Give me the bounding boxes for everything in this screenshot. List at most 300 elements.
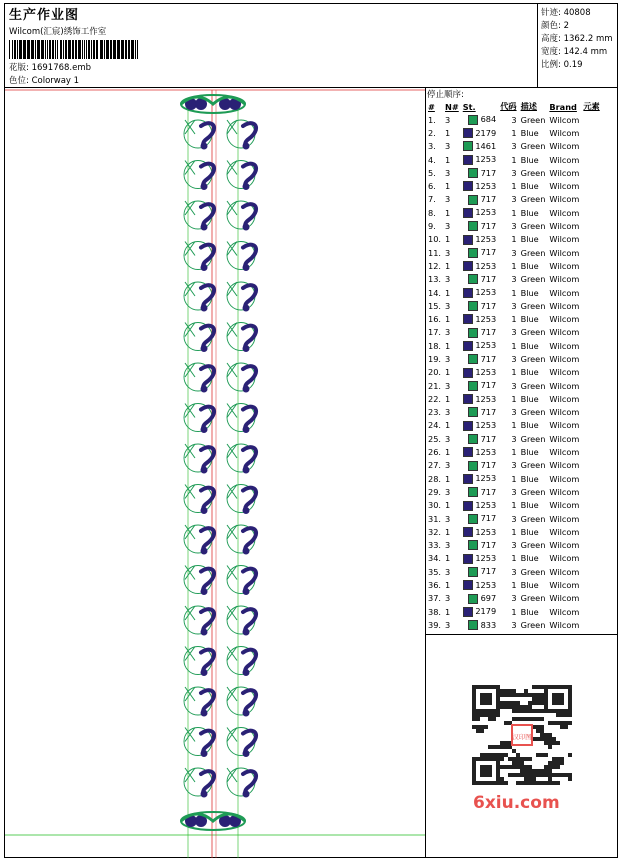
row-index: 6. xyxy=(428,181,436,192)
stitch-count: 1253 xyxy=(461,472,498,485)
brand: Wilcom xyxy=(549,247,580,258)
element xyxy=(581,352,601,365)
stitch-count: 717 xyxy=(461,406,498,419)
color-swatch xyxy=(463,421,473,431)
needle: 1 xyxy=(445,234,451,245)
design-vine xyxy=(243,164,256,187)
row-index: 11. xyxy=(428,247,442,258)
row-index: 30. xyxy=(428,500,442,511)
stat-width: 宽度: 142.4 mm xyxy=(541,47,608,57)
stitch-count: 717 xyxy=(461,273,498,286)
design-grape xyxy=(201,143,208,150)
color-swatch xyxy=(463,261,473,271)
design-grape xyxy=(243,629,250,636)
needle: 3 xyxy=(445,114,451,125)
code: 1 xyxy=(511,260,517,271)
description: Blue xyxy=(520,260,539,271)
design-grape xyxy=(243,548,250,555)
design-grape xyxy=(201,426,208,433)
description: Green xyxy=(520,619,546,630)
design-vine xyxy=(243,285,256,308)
element xyxy=(581,445,601,458)
stat-height: 高度: 1362.2 mm xyxy=(541,34,613,44)
needle: 1 xyxy=(445,260,451,271)
table-row xyxy=(426,539,602,552)
brand: Wilcom xyxy=(549,566,580,577)
table-row xyxy=(426,592,602,605)
watermark-site: 6xiu.com xyxy=(473,793,560,813)
row-index: 36. xyxy=(428,580,442,591)
code: 3 xyxy=(511,540,517,551)
code: 1 xyxy=(511,473,517,484)
table-row xyxy=(426,432,602,445)
brand: Wilcom xyxy=(549,447,580,458)
table-row xyxy=(426,166,602,179)
row-index: 21. xyxy=(428,380,442,391)
design-vine xyxy=(243,204,256,227)
code: 3 xyxy=(511,460,517,471)
needle: 3 xyxy=(445,327,451,338)
element xyxy=(581,299,601,312)
color-swatch xyxy=(463,341,473,351)
code: 1 xyxy=(511,420,517,431)
stitch-count: 717 xyxy=(461,193,498,206)
design-vine xyxy=(243,123,256,146)
row-index: 15. xyxy=(428,300,442,311)
color-swatch xyxy=(468,168,478,178)
code: 1 xyxy=(511,234,517,245)
table-row xyxy=(426,339,602,352)
brand: Wilcom xyxy=(549,380,580,391)
needle: 1 xyxy=(445,526,451,537)
stitch-count: 1253 xyxy=(461,259,498,272)
description: Blue xyxy=(520,154,539,165)
code: 1 xyxy=(511,526,517,537)
design-vine xyxy=(243,366,256,389)
description: Green xyxy=(520,353,546,364)
element xyxy=(581,512,601,525)
row-index: 32. xyxy=(428,526,442,537)
description: Blue xyxy=(520,340,539,351)
design-grape xyxy=(201,183,208,190)
stitch-count: 717 xyxy=(461,219,498,232)
brand: Wilcom xyxy=(549,513,580,524)
element xyxy=(581,618,601,631)
brand: Wilcom xyxy=(549,407,580,418)
row-index: 28. xyxy=(428,473,442,484)
brand: Wilcom xyxy=(549,300,580,311)
design-grape xyxy=(243,467,250,474)
element xyxy=(581,578,601,591)
design-grape xyxy=(201,629,208,636)
row-index: 12. xyxy=(428,260,442,271)
element xyxy=(581,326,601,339)
needle: 3 xyxy=(445,486,451,497)
element xyxy=(581,166,601,179)
needle: 3 xyxy=(445,300,451,311)
design-vine xyxy=(243,771,256,794)
brand: Wilcom xyxy=(549,433,580,444)
description: Green xyxy=(520,327,546,338)
color-swatch xyxy=(463,208,473,218)
design-grape xyxy=(201,750,208,757)
code: 1 xyxy=(511,314,517,325)
stitch-count: 1253 xyxy=(461,179,498,192)
row-index: 14. xyxy=(428,287,442,298)
needle: 3 xyxy=(445,274,451,285)
brand: Wilcom xyxy=(549,287,580,298)
design-grape xyxy=(243,143,250,150)
brand: Wilcom xyxy=(549,274,580,285)
table-row xyxy=(426,499,602,512)
row-index: 5. xyxy=(428,167,436,178)
description: Blue xyxy=(520,526,539,537)
embroidery-preview xyxy=(5,88,426,858)
code: 3 xyxy=(511,566,517,577)
row-index: 16. xyxy=(428,314,442,325)
brand: Wilcom xyxy=(549,114,580,125)
table-row xyxy=(426,179,602,192)
color-swatch xyxy=(468,487,478,497)
stat-stitches: 针迹: 40808 xyxy=(541,8,591,18)
row-index: 22. xyxy=(428,393,442,404)
color-swatch xyxy=(463,181,473,191)
element xyxy=(581,140,601,153)
description: Blue xyxy=(520,500,539,511)
stitch-count: 684 xyxy=(461,113,498,126)
design-grape xyxy=(243,791,250,798)
description: Green xyxy=(520,274,546,285)
design-grape xyxy=(243,426,250,433)
needle: 3 xyxy=(445,433,451,444)
color-swatch xyxy=(468,221,478,231)
table-row xyxy=(426,485,602,498)
code: 3 xyxy=(511,141,517,152)
table-row xyxy=(426,618,602,631)
code: 3 xyxy=(511,167,517,178)
brand: Wilcom xyxy=(549,460,580,471)
column-header: N# xyxy=(445,101,459,112)
code: 1 xyxy=(511,181,517,192)
color-swatch xyxy=(463,141,473,151)
color-swatch xyxy=(463,447,473,457)
description: Blue xyxy=(520,580,539,591)
color-swatch xyxy=(468,354,478,364)
color-swatch xyxy=(463,474,473,484)
design-grape xyxy=(243,750,250,757)
company-name: Wilcom(汇宸)绣饰工作室 xyxy=(9,27,107,37)
table-row xyxy=(426,259,602,272)
needle: 1 xyxy=(445,181,451,192)
code: 3 xyxy=(511,300,517,311)
design-grape xyxy=(201,386,208,393)
design-vine xyxy=(243,609,256,632)
colorway-label: 色位: xyxy=(9,76,29,86)
row-index: 19. xyxy=(428,353,442,364)
stitch-count: 1253 xyxy=(461,392,498,405)
element xyxy=(581,312,601,325)
description: Blue xyxy=(520,314,539,325)
stitch-count: 1253 xyxy=(461,339,498,352)
qr-code xyxy=(472,685,572,785)
stitch-count: 1253 xyxy=(461,552,498,565)
needle: 3 xyxy=(445,566,451,577)
needle: 1 xyxy=(445,127,451,138)
element xyxy=(581,565,601,578)
table-row xyxy=(426,552,602,565)
needle: 3 xyxy=(445,460,451,471)
document-title: 生产作业图 xyxy=(9,8,80,23)
row-index: 1. xyxy=(428,114,436,125)
design-grape xyxy=(243,224,250,231)
color-swatch xyxy=(468,620,478,630)
row-index: 27. xyxy=(428,460,442,471)
description: Green xyxy=(520,407,546,418)
element xyxy=(581,153,601,166)
description: Blue xyxy=(520,234,539,245)
table-row xyxy=(426,366,602,379)
code: 1 xyxy=(511,606,517,617)
needle: 3 xyxy=(445,407,451,418)
table-row xyxy=(426,352,602,365)
stitch-count: 717 xyxy=(461,246,498,259)
code: 1 xyxy=(511,207,517,218)
color-swatch xyxy=(463,128,473,138)
description: Blue xyxy=(520,367,539,378)
row-index: 8. xyxy=(428,207,436,218)
stitch-count: 1253 xyxy=(461,233,498,246)
brand: Wilcom xyxy=(549,526,580,537)
element xyxy=(581,273,601,286)
element xyxy=(581,419,601,432)
stitch-count: 717 xyxy=(461,379,498,392)
element xyxy=(581,113,601,126)
brand: Wilcom xyxy=(549,593,580,604)
color-swatch xyxy=(468,567,478,577)
brand: Wilcom xyxy=(549,127,580,138)
needle: 1 xyxy=(445,580,451,591)
needle: 1 xyxy=(445,420,451,431)
element xyxy=(581,219,601,232)
design-vine xyxy=(243,326,256,349)
table-row xyxy=(426,113,602,126)
code: 3 xyxy=(511,221,517,232)
row-index: 37. xyxy=(428,593,442,604)
needle: 3 xyxy=(445,221,451,232)
stitch-count: 717 xyxy=(461,539,498,552)
description: Green xyxy=(520,566,546,577)
element xyxy=(581,499,601,512)
stop-sequence-panel xyxy=(426,88,618,634)
brand: Wilcom xyxy=(549,353,580,364)
file-info xyxy=(9,62,91,88)
needle: 1 xyxy=(445,207,451,218)
brand: Wilcom xyxy=(549,340,580,351)
stitch-count: 1253 xyxy=(461,578,498,591)
element xyxy=(581,259,601,272)
design-grape xyxy=(201,710,208,717)
needle: 3 xyxy=(445,194,451,205)
design-grape xyxy=(243,588,250,595)
needle: 1 xyxy=(445,287,451,298)
stitch-count: 1253 xyxy=(461,153,498,166)
needle: 1 xyxy=(445,367,451,378)
description: Green xyxy=(520,221,546,232)
row-index: 20. xyxy=(428,367,442,378)
description: Green xyxy=(520,593,546,604)
stitch-count: 1461 xyxy=(461,140,498,153)
code: 3 xyxy=(511,353,517,364)
row-index: 24. xyxy=(428,420,442,431)
table-row xyxy=(426,206,602,219)
barcode xyxy=(9,40,141,59)
stitch-count: 1253 xyxy=(461,366,498,379)
element xyxy=(581,539,601,552)
color-swatch xyxy=(463,394,473,404)
design-grape xyxy=(201,467,208,474)
code: 1 xyxy=(511,447,517,458)
column-header: 代码 xyxy=(500,101,517,111)
design-grape xyxy=(201,548,208,555)
needle: 3 xyxy=(445,513,451,524)
element xyxy=(581,246,601,259)
element xyxy=(581,605,601,618)
description: Blue xyxy=(520,606,539,617)
description: Green xyxy=(520,380,546,391)
design-grape xyxy=(243,386,250,393)
table-row xyxy=(426,233,602,246)
color-swatch xyxy=(468,461,478,471)
table-row xyxy=(426,286,602,299)
design-grape xyxy=(201,669,208,676)
element xyxy=(581,193,601,206)
color-swatch xyxy=(468,381,478,391)
stitch-count: 717 xyxy=(461,485,498,498)
needle: 3 xyxy=(445,167,451,178)
description: Green xyxy=(520,433,546,444)
brand: Wilcom xyxy=(549,486,580,497)
color-swatch xyxy=(463,527,473,537)
brand: Wilcom xyxy=(549,234,580,245)
needle: 1 xyxy=(445,314,451,325)
table-row xyxy=(426,193,602,206)
element xyxy=(581,379,601,392)
color-swatch xyxy=(468,328,478,338)
table-row xyxy=(426,459,602,472)
row-index: 29. xyxy=(428,486,442,497)
column-header: St. xyxy=(462,101,476,112)
stitch-count: 717 xyxy=(461,565,498,578)
color-swatch xyxy=(463,607,473,617)
table-row xyxy=(426,525,602,538)
needle: 3 xyxy=(445,353,451,364)
code: 1 xyxy=(511,154,517,165)
color-swatch xyxy=(463,368,473,378)
code: 3 xyxy=(511,327,517,338)
color-swatch xyxy=(468,540,478,550)
table-row xyxy=(426,299,602,312)
design-grape xyxy=(243,305,250,312)
brand: Wilcom xyxy=(549,260,580,271)
design-vine xyxy=(243,447,256,470)
element xyxy=(581,406,601,419)
code: 3 xyxy=(511,407,517,418)
color-swatch xyxy=(468,195,478,205)
code: 3 xyxy=(511,486,517,497)
design-vine xyxy=(243,690,256,713)
code: 1 xyxy=(511,367,517,378)
element xyxy=(581,525,601,538)
design-grape xyxy=(201,588,208,595)
needle: 1 xyxy=(445,154,451,165)
stitch-count: 717 xyxy=(461,352,498,365)
stitch-count: 1253 xyxy=(461,206,498,219)
brand: Wilcom xyxy=(549,314,580,325)
needle: 3 xyxy=(445,141,451,152)
header-info xyxy=(5,4,537,87)
design-grape xyxy=(201,224,208,231)
color-swatch xyxy=(468,407,478,417)
row-index: 33. xyxy=(428,540,442,551)
row-index: 9. xyxy=(428,221,436,232)
brand: Wilcom xyxy=(549,327,580,338)
description: Green xyxy=(520,194,546,205)
stitch-count: 1253 xyxy=(461,525,498,538)
stitch-count: 717 xyxy=(461,299,498,312)
description: Blue xyxy=(520,447,539,458)
code: 1 xyxy=(511,580,517,591)
design-vine xyxy=(243,245,256,268)
row-index: 38. xyxy=(428,606,442,617)
brand: Wilcom xyxy=(549,181,580,192)
description: Green xyxy=(520,114,546,125)
color-swatch xyxy=(463,235,473,245)
color-swatch xyxy=(468,115,478,125)
code: 3 xyxy=(511,114,517,125)
element xyxy=(581,286,601,299)
color-swatch xyxy=(463,155,473,165)
design-grape xyxy=(201,305,208,312)
element xyxy=(581,472,601,485)
color-swatch xyxy=(468,434,478,444)
stitch-count: 2179 xyxy=(461,126,498,139)
table-row xyxy=(426,605,602,618)
column-header: Brand xyxy=(549,101,577,112)
brand: Wilcom xyxy=(549,580,580,591)
needle: 1 xyxy=(445,606,451,617)
description: Green xyxy=(520,300,546,311)
stop-sequence-table xyxy=(426,100,602,632)
stitch-count: 717 xyxy=(461,166,498,179)
row-index: 10. xyxy=(428,234,442,245)
table-row xyxy=(426,406,602,419)
needle: 3 xyxy=(445,380,451,391)
table-row xyxy=(426,126,602,139)
design-grape xyxy=(201,791,208,798)
color-swatch xyxy=(463,314,473,324)
element xyxy=(581,206,601,219)
design-vine xyxy=(243,488,256,511)
row-index: 4. xyxy=(428,154,436,165)
design-grape xyxy=(243,669,250,676)
description: Blue xyxy=(520,287,539,298)
code: 3 xyxy=(511,433,517,444)
table-row xyxy=(426,472,602,485)
stat-colors: 颜色: 2 xyxy=(541,21,569,31)
code: 1 xyxy=(511,393,517,404)
brand: Wilcom xyxy=(549,500,580,511)
color-swatch xyxy=(463,554,473,564)
